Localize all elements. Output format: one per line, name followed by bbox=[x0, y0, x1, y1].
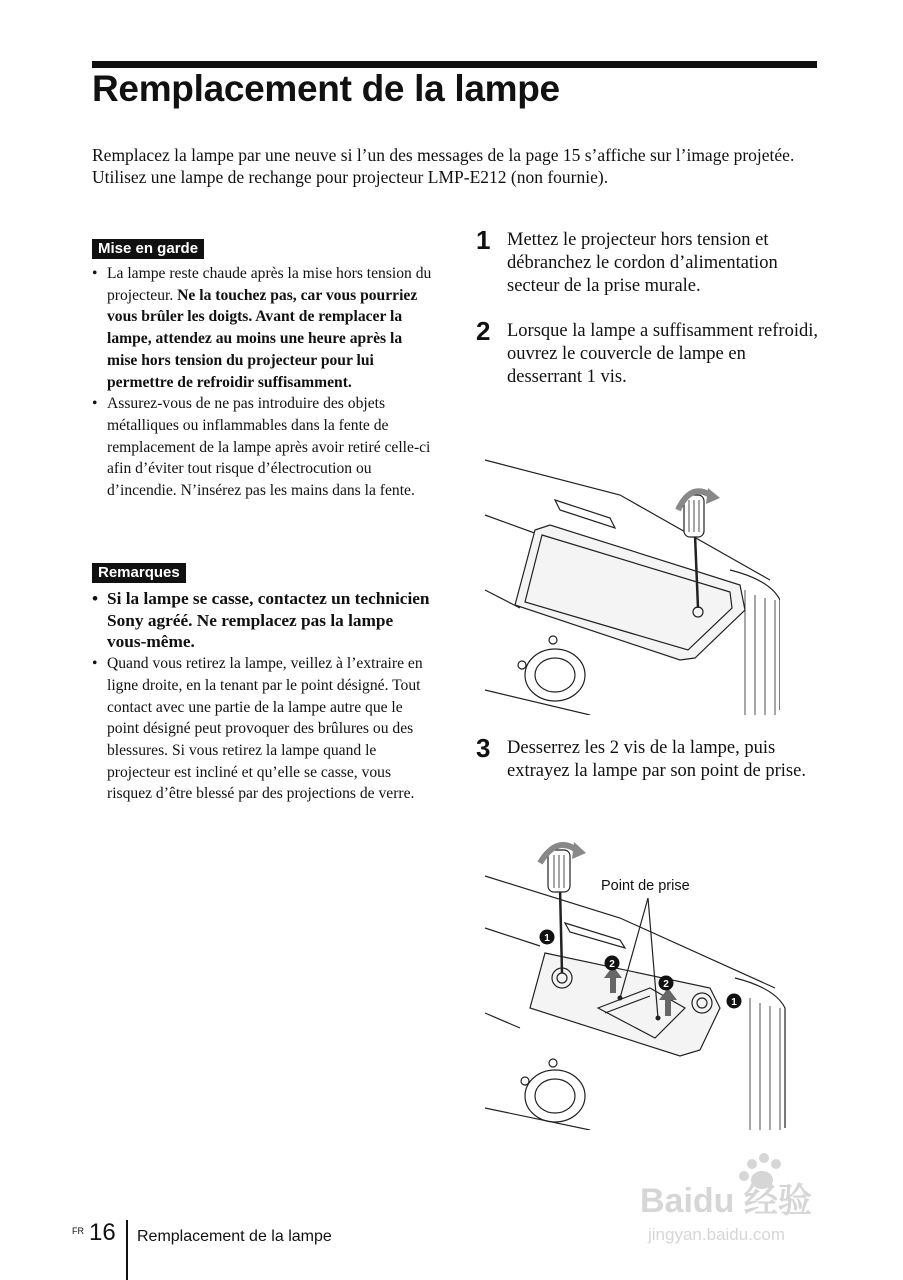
footer-page-number: 16 bbox=[89, 1219, 116, 1246]
marker-1-left-label: 1 bbox=[544, 933, 550, 944]
remarks-item-1: • Si la lampe se casse, contactez un technicien Sony agréé. Ne remplacez pas la lampe vous-même. bbox=[92, 588, 436, 653]
page-title: Remplacement de la lampe bbox=[92, 68, 560, 109]
marker-1-left bbox=[540, 930, 555, 945]
footer-rule bbox=[126, 1220, 128, 1280]
remarks-list bbox=[92, 588, 436, 805]
remarks-label: Remarques bbox=[92, 563, 186, 583]
figure-lamp-cover bbox=[480, 440, 780, 715]
step-3-number: 3 bbox=[476, 733, 491, 763]
marker-2-right bbox=[659, 976, 674, 991]
caution-item-1-bold: Ne la touchez pas, car vous pourriez vous brûler les doigts. Avant de remplacer la lampe, attendez au moins une heure après la mise hors tension du projecteur pour lui permettre de refroidir suffisamment. bbox=[107, 286, 418, 391]
step-3-text: Desserrez les 2 vis de la lampe, puis extrayez la lampe par son point de prise. bbox=[507, 738, 806, 781]
remarks-item-2: • Quand vous retirez la lampe, veillez à l’extraire en ligne droite, en la tenant par le point désigné. Tout contact avec une partie de la lampe autre que le point désigné peut provoquer des brûlures ou des blessures. Si vous retirez la lampe quand le projecteur est incliné et qu’elle se casse, vous risquez d’être blessé par des projections de verre. bbox=[92, 653, 436, 805]
intro-line-1: Remplacez la lampe par une neuve si l’un des messages de la page 15 s’affiche sur l’image projetée. bbox=[92, 145, 795, 165]
marker-1-right-label: 1 bbox=[731, 997, 737, 1008]
caution-item-1 bbox=[92, 263, 436, 393]
baidu-watermark bbox=[640, 1150, 860, 1250]
figure-lamp-removal bbox=[480, 828, 790, 1130]
caution-label: Mise en garde bbox=[92, 239, 204, 259]
grip-point-left bbox=[618, 996, 623, 1001]
marker-1-right bbox=[727, 994, 742, 1009]
watermark-brand: Baidu 经验 bbox=[640, 1182, 812, 1220]
marker-2-right-label: 2 bbox=[663, 979, 669, 990]
intro-line-2: Utilisez une lampe de rechange pour projecteur LMP-E212 (non fournie). bbox=[92, 167, 609, 187]
step-2-number: 2 bbox=[476, 316, 491, 346]
footer-language: FR bbox=[72, 1226, 84, 1236]
caution-item-1-plain: La lampe reste chaude après la mise hors tension du projecteur. bbox=[107, 265, 432, 304]
top-rule bbox=[92, 61, 817, 68]
marker-2-left bbox=[605, 956, 620, 971]
marker-2-left-label: 2 bbox=[609, 959, 615, 970]
watermark-url: jingyan.baidu.com bbox=[648, 1225, 786, 1244]
grip-point-right bbox=[656, 1016, 661, 1021]
caution-item-2: • Assurez-vous de ne pas introduire des objets métalliques ou inflammables dans la fente de remplacement de la lampe après avoir retiré celle-ci afin d’éviter tout risque d’électrocution ou d’incendie. N’insérez pas les mains dans la fente. bbox=[92, 393, 436, 502]
step-2-text: Lorsque la lampe a suffisamment refroidi, ouvrez le couvercle de lampe en desserrant 1 vis. bbox=[507, 321, 818, 387]
step-1-text: Mettez le projecteur hors tension et débranchez le cordon d’alimentation secteur de la prise murale. bbox=[507, 230, 778, 296]
grip-point-label: Point de prise bbox=[601, 878, 690, 894]
step-1-number: 1 bbox=[476, 225, 491, 255]
caution-list bbox=[92, 263, 436, 502]
footer-section-title: Remplacement de la lampe bbox=[137, 1228, 332, 1245]
intro-text bbox=[92, 144, 822, 188]
